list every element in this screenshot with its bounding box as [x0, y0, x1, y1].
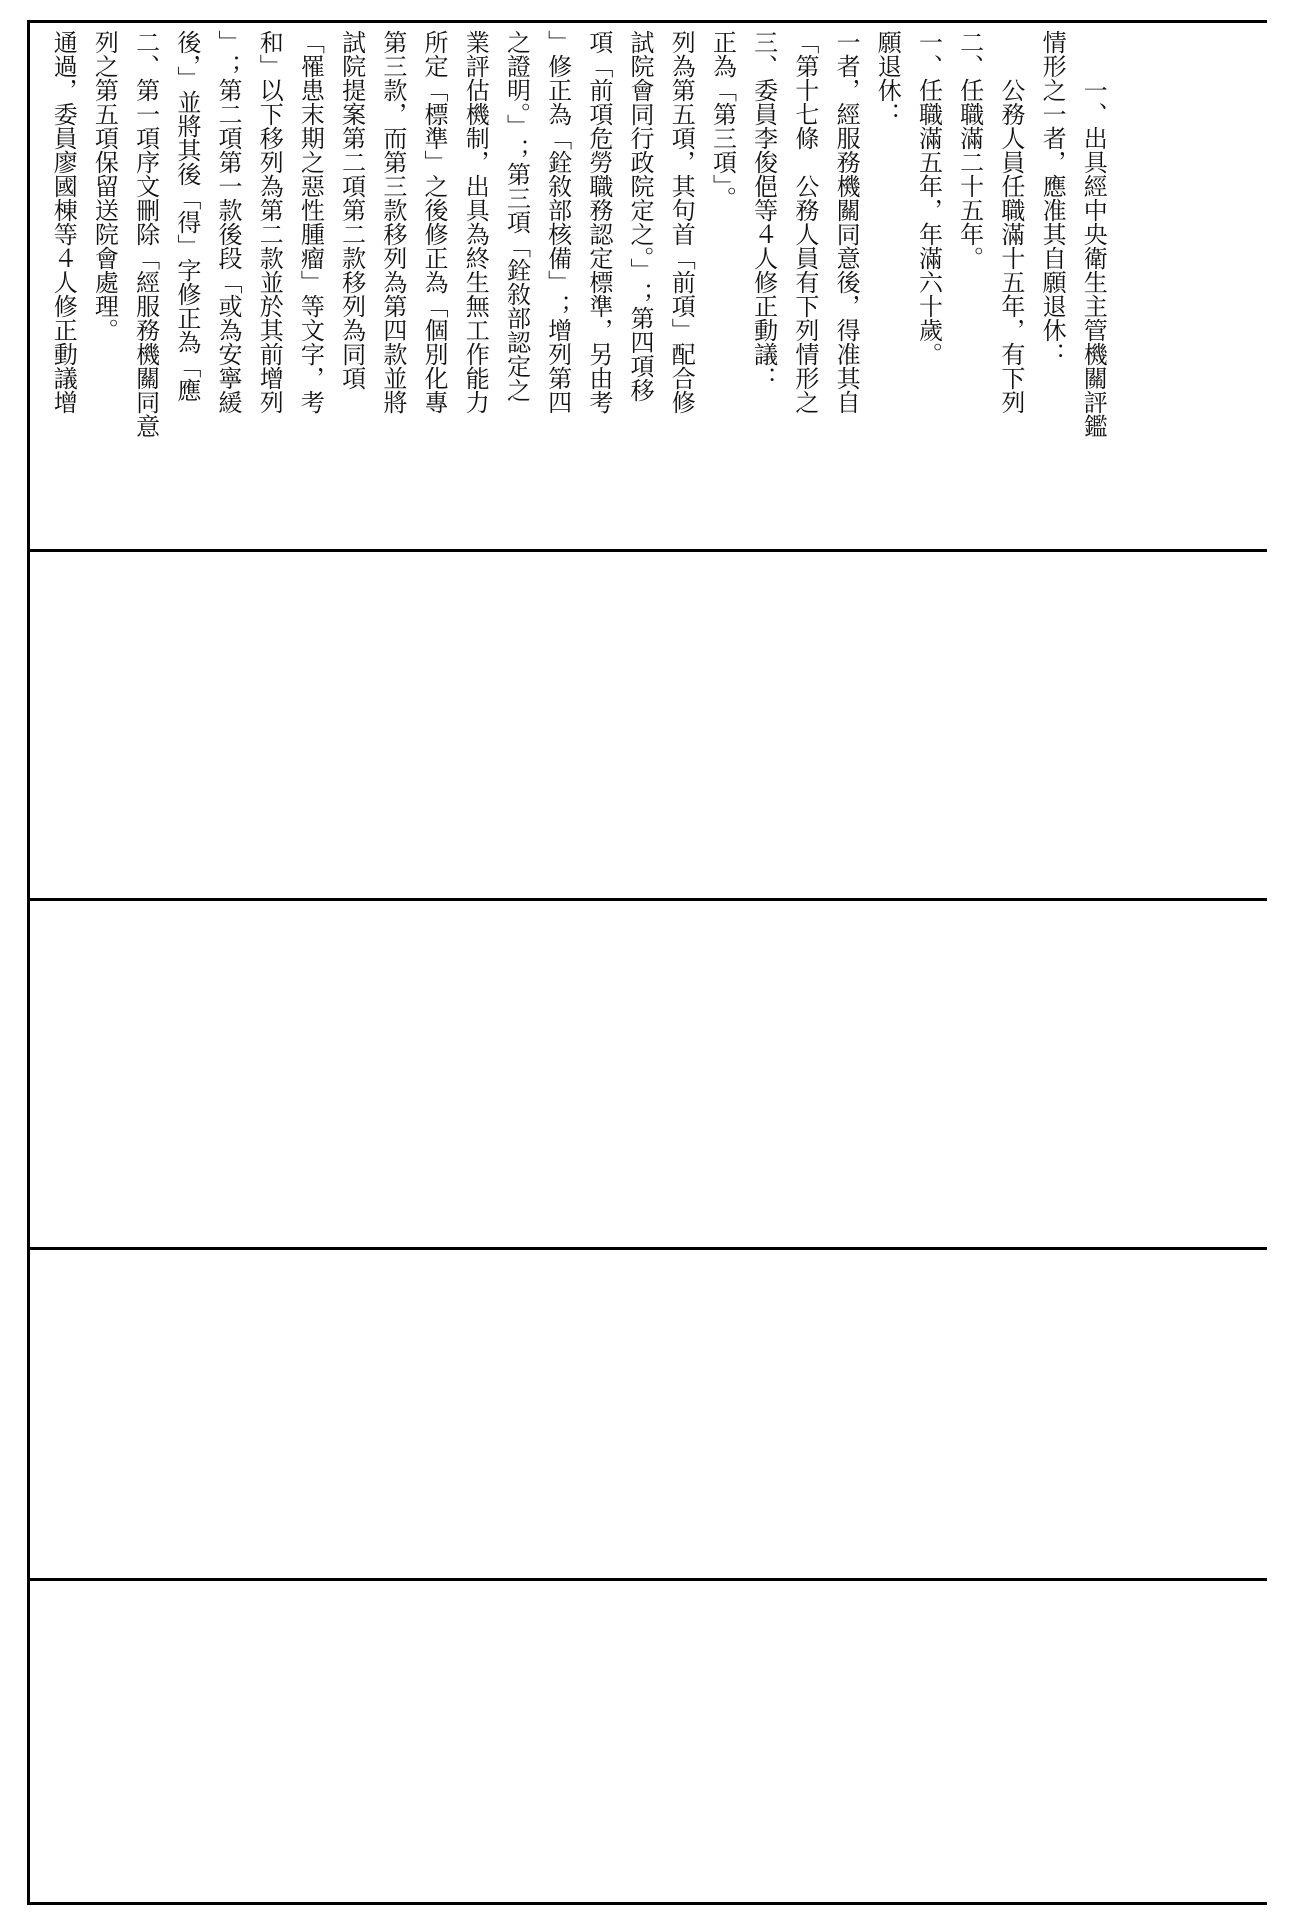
text-column: 和」以下移列為第二款並於其前增列 [255, 30, 284, 414]
text-column: 列之第五項保留送院會處理。 [90, 30, 119, 342]
text-column: 二、任職滿二十五年。 [955, 30, 984, 270]
text-column: 通過，委員廖國棟等４人修正動議增 [49, 30, 78, 414]
text-column: 「罹患末期之惡性腫瘤」等文字，考 [296, 30, 325, 414]
row-divider [27, 1578, 1267, 1581]
text-column: 項「前項危勞職務認定標準，另由考 [584, 30, 613, 414]
text-column: 後，」並將其後「得」字修正為「應 [172, 30, 201, 402]
text-column: 三、委員李俊俋等４人修正動議： [749, 30, 778, 390]
text-column: 第三款，而第三款移列為第四款並將 [378, 30, 407, 414]
text-column: 」修正為「銓敘部核備」；增列第四 [543, 30, 572, 414]
text-column: 公務人員任職滿十五年，有下列 [996, 30, 1025, 414]
text-column: 業評估機制，出具為終生無工作能力 [461, 30, 490, 414]
text-column: 「第十七條 公務人員有下列情形之 [790, 30, 819, 414]
text-column: 情形之一者，應准其自願退休： [1038, 30, 1067, 366]
text-column: 願退休： [873, 30, 902, 126]
vertical-text-block [42, 30, 1108, 555]
text-column: 所定「標準」之後修正為「個別化專 [420, 30, 449, 414]
text-column: 之證明。」；第三項「銓敘部認定之 [502, 30, 531, 402]
row-divider [27, 1247, 1267, 1250]
text-column: 一者，經服務機關同意後，得准其自 [832, 30, 861, 414]
text-column: 列為第五項，其句首「前項」配合修 [667, 30, 696, 414]
text-column: 一、任職滿五年，年滿六十歲。 [914, 30, 943, 366]
text-column: 試院會同行政院定之。」；第四項移 [626, 30, 655, 402]
text-column: 」；第二項第一款後段「或為安寧緩 [214, 30, 243, 414]
text-column: 二、第一項序文刪除「經服務機關同意 [131, 30, 160, 438]
row-divider [27, 898, 1267, 901]
text-column: 一、出具經中央衛生主管機關評鑑 [1079, 30, 1108, 438]
text-cell [42, 30, 1267, 555]
text-column: 試院提案第二項第二款移列為同項 [337, 30, 366, 390]
text-column: 正為「第三項」。 [708, 30, 737, 210]
